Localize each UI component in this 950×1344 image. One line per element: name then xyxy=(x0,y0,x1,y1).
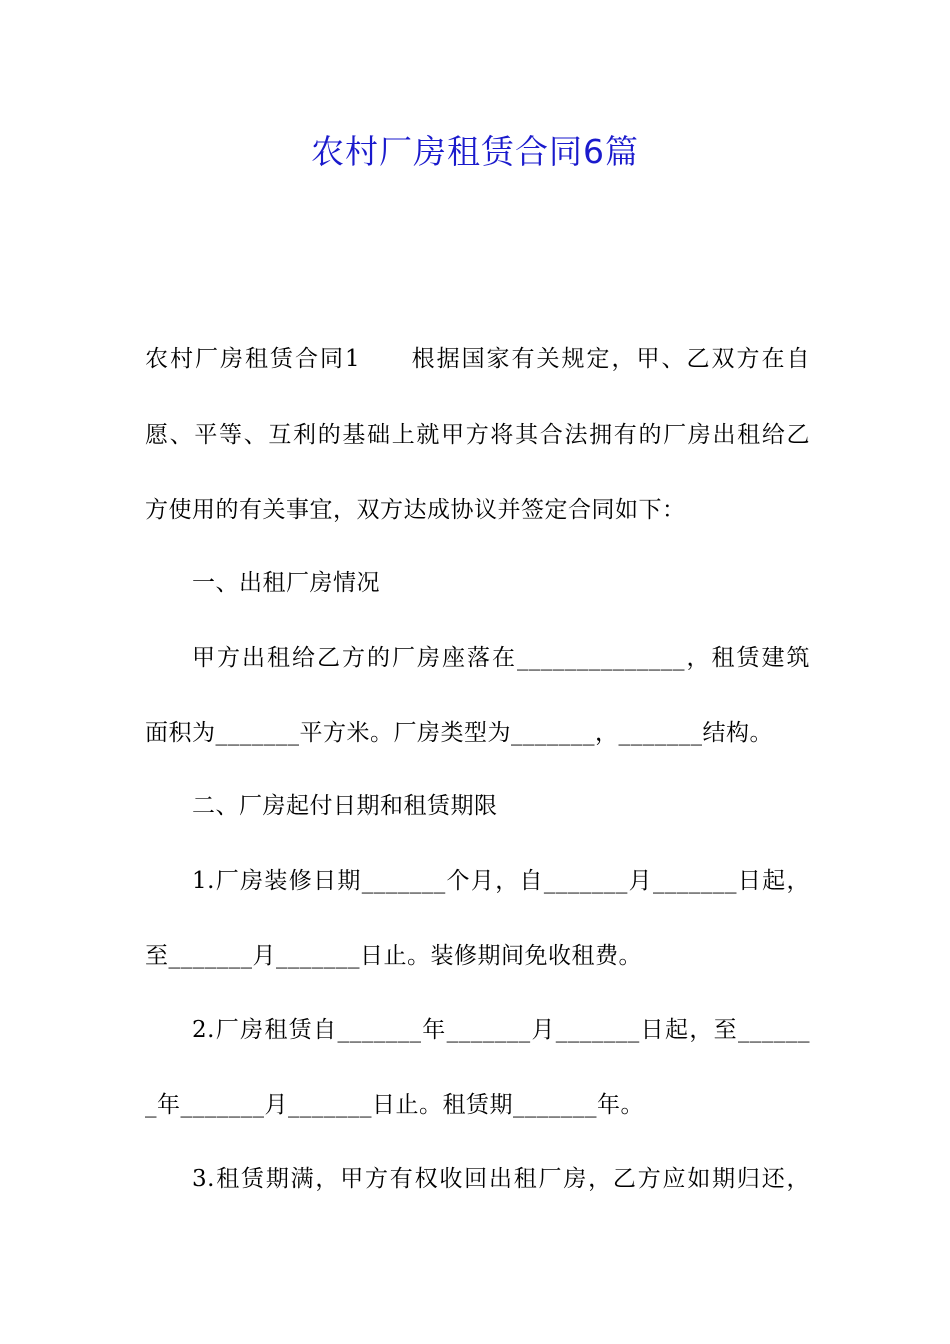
paragraph-line-1: 农村厂房租赁合同1 根据国家有关规定，甲、乙双方在自 xyxy=(145,346,810,372)
section-heading-2: 二、厂房起付日期和租赁期限 xyxy=(192,793,498,819)
section-heading-1: 一、出租厂房情况 xyxy=(192,570,380,596)
paragraph-line-4: 甲方出租给乙方的厂房座落在______________，租赁建筑 xyxy=(192,645,810,671)
paragraph-line-3: 方使用的有关事宜，双方达成协议并签定合同如下： xyxy=(145,497,686,523)
document-title: 农村厂房租赁合同6篇 xyxy=(311,132,639,171)
paragraph-line-5: 面积为_______平方米。厂房类型为_______，_______结构。 xyxy=(145,720,773,746)
paragraph-line-10: 3.租赁期满，甲方有权收回出租厂房，乙方应如期归还， xyxy=(192,1166,810,1192)
paragraph-line-6: 1.厂房装修日期_______个月，自_______月_______日起， xyxy=(192,868,810,894)
paragraph-line-2: 愿、平等、互利的基础上就甲方将其合法拥有的厂房出租给乙 xyxy=(145,422,810,448)
paragraph-line-9: _年_______月_______日止。租赁期_______年。 xyxy=(145,1092,644,1118)
paragraph-line-8: 2.厂房租赁自_______年_______月_______日起，至______ xyxy=(192,1017,810,1043)
paragraph-line-7: 至_______月_______日止。装修期间免收租费。 xyxy=(145,943,642,969)
